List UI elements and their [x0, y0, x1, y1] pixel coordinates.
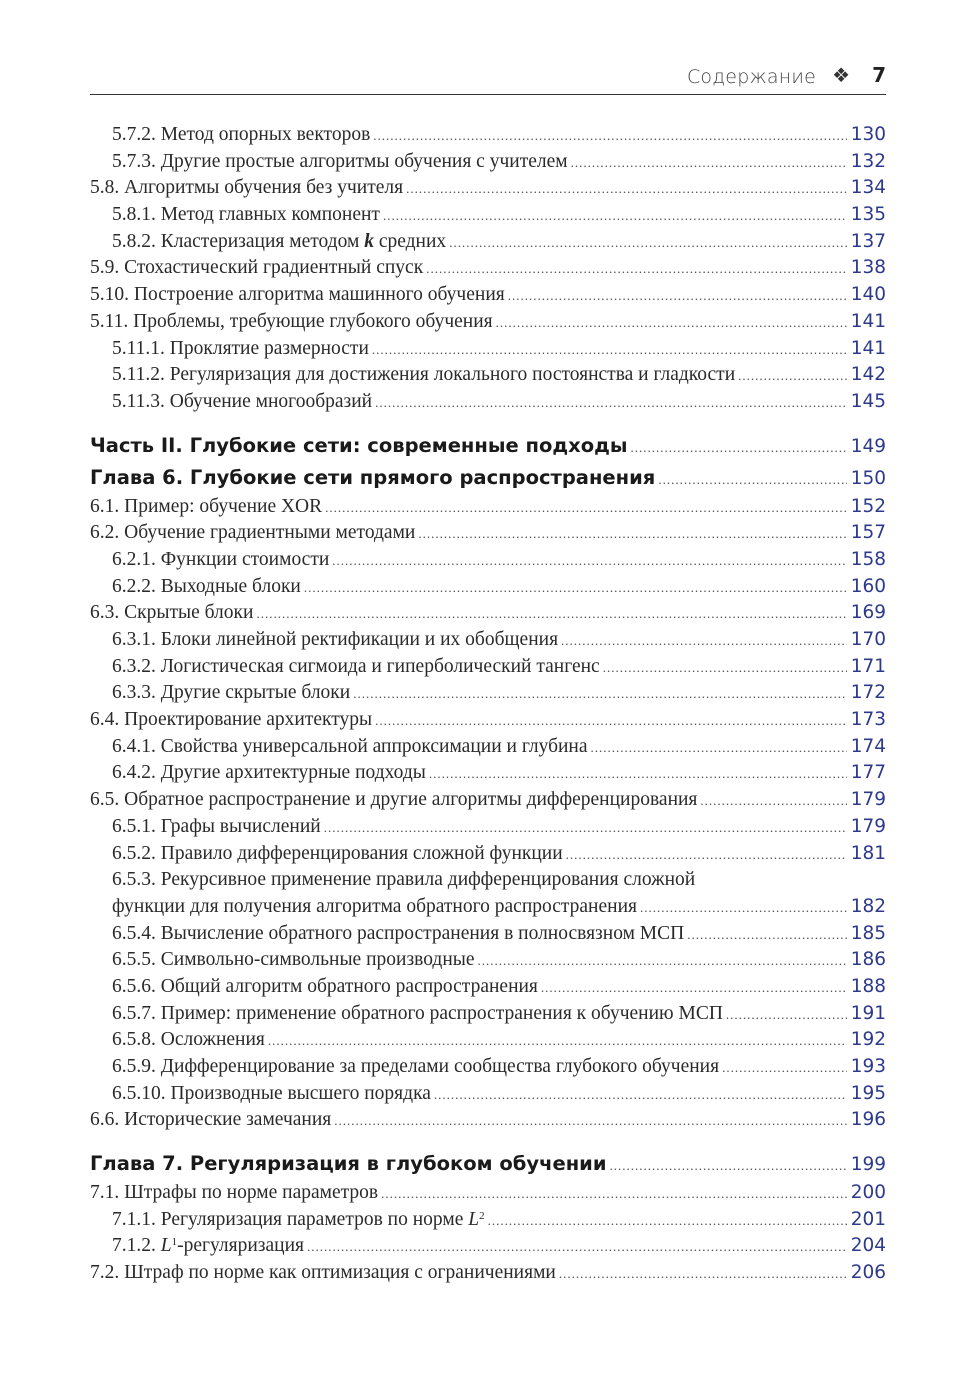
section-gap: [90, 1134, 886, 1148]
toc-entry-label: 5.11.2. Регуляризация для достижения локального постоянства и гладкости: [112, 364, 736, 386]
toc-entry-label: 6.4.2. Другие архитектурные подходы: [112, 762, 426, 784]
toc-entry-label: 6.2. Обучение градиентными методами: [90, 522, 416, 544]
toc-page-number[interactable]: 130: [850, 124, 886, 145]
toc-entry[interactable]: [90, 547, 886, 574]
toc-entry-label: 6.3.1. Блоки линейной ректификации и их обобщения: [112, 629, 559, 650]
toc-entry[interactable]: [90, 921, 886, 948]
dot-leader: [383, 203, 847, 230]
toc-entry-label: 5.11. Проблемы, требующие глубокого обучения: [90, 310, 493, 332]
toc-entry[interactable]: [90, 867, 886, 894]
toc-entry-label: 6.5.1. Графы вычислений: [112, 815, 321, 837]
dot-leader: [591, 735, 847, 762]
toc-heading[interactable]: [90, 430, 886, 462]
toc-entry-label: 6.5.7. Пример: применение обратного распространения к обучению МСП: [112, 1002, 723, 1024]
toc-entry-label: 5.11.1. Проклятие размерности: [112, 337, 369, 359]
toc-page-number[interactable]: 137: [850, 230, 886, 252]
dot-leader: [726, 1002, 847, 1029]
toc-page-number[interactable]: 174: [850, 735, 886, 757]
dot-leader: [508, 283, 847, 310]
toc-entry-label: 6.5.6. Общий алгоритм обратного распространения: [112, 975, 538, 997]
dot-leader: [478, 948, 847, 975]
dot-leader: [449, 230, 847, 257]
toc-entry-label: 6.3.2. Логистическая сигмоида и гиперболический тангенс: [112, 655, 600, 677]
dot-leader: [722, 1055, 847, 1082]
table-of-contents: [90, 122, 886, 1287]
toc-entry[interactable]: [90, 229, 886, 256]
toc-entry-label: 5.9. Стохастический градиентный спуск: [90, 257, 424, 279]
toc-entry[interactable]: [90, 122, 886, 149]
toc-page-number[interactable]: 200: [850, 1182, 886, 1204]
toc-entry[interactable]: [90, 309, 886, 336]
toc-entry-label: 5.8.1. Метод главных компонент: [112, 204, 380, 226]
toc-page-number[interactable]: 134: [850, 177, 886, 199]
toc-entry[interactable]: [90, 627, 886, 654]
dot-leader: [256, 601, 847, 628]
toc-entry[interactable]: [90, 760, 886, 787]
toc-entry[interactable]: [90, 707, 886, 734]
toc-entry[interactable]: [90, 1107, 886, 1134]
toc-entry[interactable]: [90, 362, 886, 389]
toc-entry-label: 6.5.4. Вычисление обратного распространения в полносвязном МСП: [112, 922, 685, 944]
toc-entry[interactable]: [90, 520, 886, 547]
dot-leader: [381, 1181, 847, 1208]
toc-entry-label: 5.11.3. Обучение многообразий: [112, 390, 373, 412]
toc-entry-label: 6.2.1. Функции стоимости: [112, 548, 330, 570]
dot-leader: [375, 390, 847, 417]
toc-page-number[interactable]: 157: [850, 522, 886, 544]
dot-leader: [658, 464, 847, 496]
toc-page-number[interactable]: 141: [850, 337, 886, 359]
dot-leader: [268, 1028, 847, 1055]
toc-entry-label: 6.1. Пример: обучение XOR: [90, 495, 323, 517]
toc-entry[interactable]: [90, 282, 886, 309]
toc-entry[interactable]: [90, 947, 886, 974]
dot-leader: [324, 815, 847, 842]
toc-entry-label: 5.8.2. Кластеризация методом k средних: [112, 230, 447, 252]
toc-entry-label: Глава 7. Регуляризация в глубоком обучении: [90, 1152, 607, 1176]
page-number: 7: [872, 63, 886, 87]
toc-page-number[interactable]: 204: [850, 1235, 886, 1257]
toc-page-number[interactable]: 152: [850, 495, 886, 517]
toc-page-number[interactable]: 191: [850, 1002, 886, 1024]
toc-page-number[interactable]: 135: [850, 204, 886, 226]
toc-page-number[interactable]: 188: [850, 975, 886, 997]
dot-leader: [738, 363, 847, 390]
toc-entry[interactable]: [90, 1001, 886, 1028]
dot-leader: [373, 123, 847, 150]
toc-entry[interactable]: [90, 600, 886, 627]
toc-page-number[interactable]: 140: [850, 284, 886, 306]
toc-entry[interactable]: [90, 1081, 886, 1108]
toc-entry[interactable]: [90, 202, 886, 229]
toc-entry-label: 6.5.10. Производные высшего порядка: [112, 1082, 431, 1104]
toc-entry[interactable]: [90, 175, 886, 202]
toc-entry[interactable]: [90, 1054, 886, 1081]
toc-page-number[interactable]: 138: [850, 257, 886, 279]
section-gap: [90, 416, 886, 430]
toc-entry-label: 5.7.2. Метод опорных векторов: [112, 124, 371, 145]
toc-entry-label: 6.5. Обратное распространение и другие алгоритмы дифференцирования: [90, 789, 698, 811]
toc-entry[interactable]: [90, 149, 886, 176]
toc-heading[interactable]: [90, 1148, 886, 1180]
toc-entry-label: 7.1.1. Регуляризация параметров по норме $L^2$: [112, 1208, 485, 1230]
toc-page-number[interactable]: 201: [850, 1208, 886, 1230]
dot-leader: [561, 628, 847, 655]
toc-entry-label: 6.5.9. Дифференцирование за пределами сообщества глубокого обучения: [112, 1056, 720, 1077]
dot-leader: [406, 176, 847, 203]
toc-entry-label: 7.2. Штраф по норме как оптимизация с ограничениями: [90, 1262, 556, 1284]
dot-leader: [610, 1150, 848, 1182]
dot-leader: [571, 150, 847, 177]
dot-leader: [687, 922, 847, 949]
dot-leader: [429, 761, 847, 788]
toc-entry[interactable]: [90, 734, 886, 761]
toc-entry-label: 5.10. Построение алгоритма машинного обучения: [90, 284, 505, 306]
dot-leader: [603, 655, 847, 682]
toc-page-number[interactable]: 170: [850, 629, 886, 650]
dot-leader: [418, 521, 847, 548]
toc-page-number[interactable]: 179: [850, 815, 886, 837]
toc-entry[interactable]: [90, 389, 886, 416]
dot-leader: [700, 788, 847, 815]
toc-entry-label: 6.3. Скрытые блоки: [90, 602, 254, 624]
dot-leader: [375, 708, 847, 735]
toc-page-number[interactable]: 173: [850, 709, 886, 731]
toc-page-number[interactable]: 145: [850, 390, 886, 412]
dot-leader: [631, 432, 848, 464]
toc-page-number[interactable]: 169: [850, 602, 886, 624]
toc-entry-label: Часть II. Глубокие сети: современные подходы: [90, 433, 628, 457]
toc-entry[interactable]: [90, 1180, 886, 1207]
dot-leader: [353, 681, 847, 708]
toc-entry[interactable]: [90, 841, 886, 868]
dot-leader: [426, 256, 847, 283]
toc-page-number[interactable]: 192: [850, 1029, 886, 1051]
toc-entry-label: 5.7.3. Другие простые алгоритмы обучения с учителем: [112, 150, 568, 172]
dot-leader: [566, 842, 847, 869]
dot-leader: [488, 1208, 847, 1235]
toc-page-number[interactable]: 185: [850, 922, 886, 944]
dot-leader: [304, 575, 847, 602]
toc-entry-label: 6.5.8. Осложнения: [112, 1029, 265, 1051]
toc-entry-label: 6.4. Проектирование архитектуры: [90, 709, 373, 731]
toc-entry-label: функции для получения алгоритма обратного распространения: [112, 895, 637, 917]
running-header: [90, 62, 886, 95]
dot-leader: [559, 1261, 847, 1288]
toc-entry[interactable]: [90, 336, 886, 363]
dot-leader: [434, 1082, 847, 1109]
toc-entry-label: 6.6. Исторические замечания: [90, 1109, 332, 1131]
dot-leader: [332, 548, 847, 575]
dot-leader: [334, 1108, 847, 1135]
toc-entry-label: 6.2.2. Выходные блоки: [112, 575, 301, 597]
toc-entry[interactable]: [90, 1027, 886, 1054]
dot-leader: [541, 975, 847, 1002]
toc-page-number[interactable]: 195: [850, 1082, 886, 1104]
toc-entry-label: 7.1. Штрафы по норме параметров: [90, 1182, 379, 1204]
toc-page-number[interactable]: 186: [850, 949, 886, 971]
toc-entry[interactable]: [90, 680, 886, 707]
toc-page-number[interactable]: 206: [850, 1262, 886, 1284]
toc-entry[interactable]: [90, 787, 886, 814]
toc-entry-label: 7.1.2. $L^1$-регуляризация: [112, 1235, 304, 1257]
toc-entry[interactable]: [90, 894, 886, 921]
toc-page-number[interactable]: 141: [850, 310, 886, 332]
dot-leader: [372, 337, 847, 364]
toc-entry[interactable]: [90, 574, 886, 601]
toc-entry[interactable]: [90, 1233, 886, 1260]
toc-entry-label: 6.5.5. Символьно-символьные производные: [112, 949, 475, 971]
toc-page-number[interactable]: 177: [850, 762, 886, 784]
toc-entry-label: 6.5.3. Рекурсивное применение правила дифференцирования сложной: [112, 869, 696, 891]
toc-page-number[interactable]: 171: [850, 655, 886, 677]
toc-page-number[interactable]: 160: [850, 575, 886, 597]
toc-page-number[interactable]: 196: [850, 1109, 886, 1131]
toc-entry-label: 5.8. Алгоритмы обучения без учителя: [90, 177, 404, 199]
toc-page-number[interactable]: 158: [850, 548, 886, 570]
toc-page-number[interactable]: 181: [850, 842, 886, 864]
toc-page-number[interactable]: 172: [850, 682, 886, 704]
toc-page-number[interactable]: 179: [850, 789, 886, 811]
toc-page-number[interactable]: 132: [850, 150, 886, 172]
toc-entry[interactable]: [90, 654, 886, 681]
toc-entry[interactable]: [90, 1260, 886, 1287]
toc-entry[interactable]: [90, 255, 886, 282]
dot-leader: [325, 495, 847, 522]
ornament-icon: ❖: [832, 63, 850, 87]
toc-entry-label: 6.4.1. Свойства универсальной аппроксимации и глубина: [112, 735, 588, 757]
toc-entry-label: Глава 6. Глубокие сети прямого распространения: [90, 465, 656, 489]
dot-leader: [307, 1234, 847, 1261]
toc-page-number[interactable]: 182: [850, 895, 886, 917]
dot-leader: [496, 310, 847, 337]
header-title: Содержание: [686, 66, 816, 88]
toc-page-number[interactable]: 150: [850, 467, 886, 489]
toc-page-number[interactable]: 142: [850, 364, 886, 386]
toc-entry[interactable]: [90, 974, 886, 1001]
toc-entry[interactable]: [90, 494, 886, 521]
toc-entry-label: 6.3.3. Другие скрытые блоки: [112, 682, 351, 704]
toc-heading[interactable]: [90, 462, 886, 494]
toc-page-number[interactable]: 193: [850, 1056, 886, 1077]
dot-leader: [640, 895, 847, 922]
toc-entry[interactable]: [90, 1207, 886, 1234]
toc-page-number[interactable]: 149: [850, 435, 886, 457]
toc-entry-label: 6.5.2. Правило дифференцирования сложной функции: [112, 842, 563, 864]
toc-entry[interactable]: [90, 814, 886, 841]
toc-page-number[interactable]: 199: [850, 1154, 886, 1176]
